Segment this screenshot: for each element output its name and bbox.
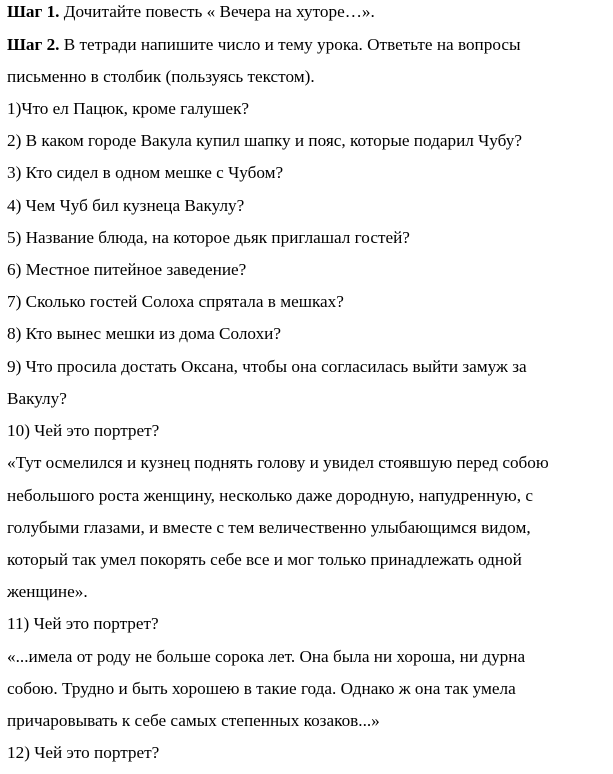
step-1-text: Дочитайте повесть « Вечера на хуторе…». [59,2,375,21]
question-6: 6) Местное питейное заведение? [7,260,247,279]
question-10: 10) Чей это портрет? [7,421,160,440]
question-11: 11) Чей это портрет? [7,614,159,633]
step-1-label: Шаг 1. [7,2,60,21]
question-10-quote-line-3: голубыми глазами, и вместе с тем величественно улыбающимся видом, [7,518,531,537]
question-11-quote-line-2: собою. Трудно и быть хорошею в такие года. Однако ж она так умела [7,679,516,698]
question-4: 4) Чем Чуб бил кузнеца Вакулу? [7,196,245,215]
question-7: 7) Сколько гостей Солоха спрятала в мешках? [7,292,344,311]
step-2-line-2: письменно в столбик (пользуясь текстом). [7,67,315,86]
question-10-quote-line-4: который так умел покорять себе все и мог только принадлежать одной [7,550,522,569]
question-9-line-1: 9) Что просила достать Оксана, чтобы она согласилась выйти замуж за [7,357,527,376]
question-11-quote-line-3: причаровывать к себе самых степенных козаков...» [7,711,380,730]
question-9-line-2: Вакулу? [7,389,67,408]
question-3: 3) Кто сидел в одном мешке с Чубом? [7,163,284,182]
question-12: 12) Чей это портрет? [7,743,160,762]
question-10-quote-line-1: «Тут осмелился и кузнец поднять голову и увидел стоявшую перед собою [7,453,549,472]
question-8: 8) Кто вынес мешки из дома Солохи? [7,324,282,343]
step-2-label: Шаг 2. [7,35,60,54]
question-2: 2) В каком городе Вакула купил шапку и пояс, которые подарил Чубу? [7,131,522,150]
step-2-line-1 [7,35,521,55]
question-11-quote-line-1: «...имела от роду не больше сорока лет. Она была ни хороша, ни дурна [7,647,526,666]
question-10-quote-line-5: женщине». [7,582,88,601]
step-1-line [7,2,375,22]
question-1: 1)Что ел Пацюк, кроме галушек? [7,99,250,118]
question-5: 5) Название блюда, на которое дьяк приглашал гостей? [7,228,410,247]
question-10-quote-line-2: небольшого роста женщину, несколько даже дородную, напудренную, с [7,486,533,505]
step-2-text: В тетради напишите число и тему урока. Ответьте на вопросы [59,35,521,54]
